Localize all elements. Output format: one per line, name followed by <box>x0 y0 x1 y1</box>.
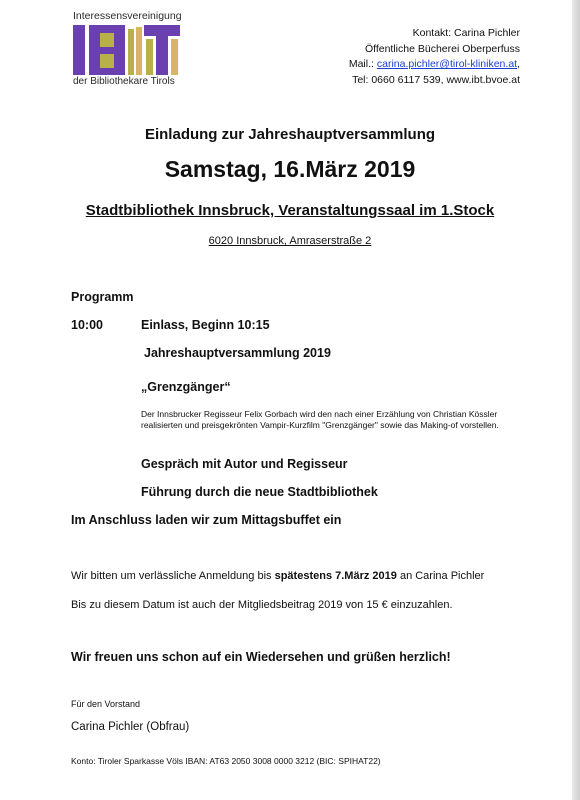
registration-deadline: spätestens 7.März 2019 <box>274 570 397 582</box>
invitation-heading: Einladung zur Jahreshauptversammlung <box>144 126 436 143</box>
signature-name: Carina Pichler (Obfrau) <box>71 721 190 733</box>
logo-bottom-text: der Bibliothekare Tirols <box>73 76 175 87</box>
mail-label: Mail.: <box>348 58 377 70</box>
event-venue: Stadtbibliothek Innsbruck, Veranstaltungssaal im 1.Stock <box>85 202 495 219</box>
contact-block <box>349 26 520 88</box>
contact-mail-line <box>349 57 520 73</box>
event-address: 6020 Innsbruck, Amraserstraße 2 <box>208 235 372 247</box>
program-entry: Einlass, Beginn 10:15 <box>141 318 270 332</box>
registration-pre: Wir bitten um verlässliche Anmeldung bis <box>71 570 275 582</box>
program-time: 10:00 <box>71 318 103 332</box>
program-title: Programm <box>71 290 134 304</box>
contact-library: Öffentliche Bücherei Oberperfuss <box>364 42 520 55</box>
program-film-description: Der Innsbrucker Regisseur Felix Gorbach wird den nach einer Erzählung von Christian Kössler realisierten und preisgekrönten Vampir-Kurzfilm "Grenzgänger" sowie das Making-of vorstellen. <box>141 409 499 430</box>
page-edge-shadow <box>572 0 580 800</box>
closing-greeting: Wir freuen uns schon auf ein Wiedersehen und grüßen herzlich! <box>71 650 451 664</box>
signature-for: Für den Vorstand <box>71 699 141 709</box>
registration-line <box>71 570 484 582</box>
registration-post: an Carina Pichler <box>396 570 485 582</box>
contact-phone-web: Tel: 0660 6117 539, www.ibt.bvoe.at <box>352 73 520 86</box>
mail-suffix: , <box>517 58 520 70</box>
program-item-talk: Gespräch mit Autor und Regisseur <box>141 457 348 471</box>
program-after: Im Anschluss laden wir zum Mittagsbuffet ein <box>71 513 342 527</box>
program-item-assembly: Jahreshauptversammlung 2019 <box>144 346 331 360</box>
event-date: Samstag, 16.März 2019 <box>164 156 416 182</box>
ibt-logo <box>73 25 181 75</box>
logo-top-text: Interessensvereinigung <box>73 10 182 22</box>
program-film-title: „Grenzgänger“ <box>141 380 231 394</box>
contact-person: Kontakt: Carina Pichler <box>412 27 520 39</box>
bank-account: Konto: Tiroler Sparkasse Völs IBAN: AT63 2050 3008 0000 3212 (BIC: SPIHAT22) <box>71 756 381 766</box>
program-item-tour: Führung durch die neue Stadtbibliothek <box>141 485 378 499</box>
membership-fee-line: Bis zu diesem Datum ist auch der Mitgliedsbeitrag 2019 von 15 € einzuzahlen. <box>71 599 453 611</box>
email-link[interactable]: carina.pichler@tirol-kliniken.at <box>376 58 518 70</box>
